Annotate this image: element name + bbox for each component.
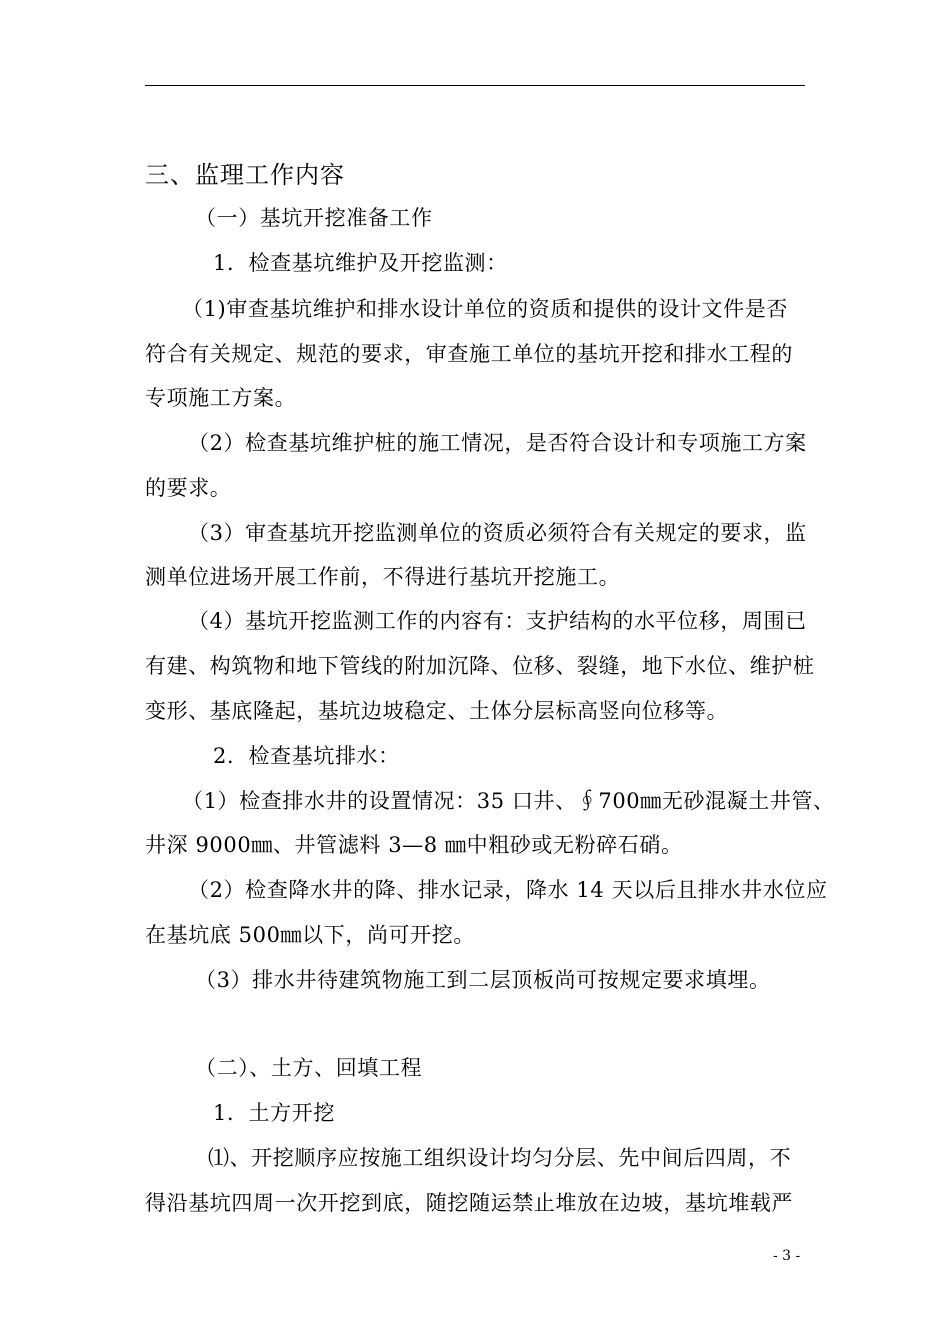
paragraph-line: 变形、基底隆起，基坑边坡稳定、土体分层标高竖向位移等。 [145, 699, 729, 723]
item-2-heading: 2．检查基坑排水： [213, 744, 400, 768]
paragraph-line: 井深 9000㎜、井管滤料 3—8 ㎜中粗砂或无粉碎石硝。 [145, 833, 683, 857]
paragraph-line: 有建、构筑物和地下管线的附加沉降、位移、裂缝，地下水位、维护桩 [145, 654, 815, 678]
paragraph-line: （2）检查降水井的降、排水记录，降水 14 天以后且排水井水位应 [188, 878, 828, 902]
section-title: 三、监理工作内容 [145, 161, 345, 189]
item-1-heading: 1．检查基坑维护及开挖监测： [213, 251, 508, 275]
paragraph-line: ⑴、开挖顺序应按施工组织设计均匀分层、先中间后四周，不 [208, 1146, 792, 1170]
paragraph-line: （2）检查基坑维护桩的施工情况，是否符合设计和专项施工方案 [188, 431, 807, 455]
page-number: - 3 - [773, 1248, 801, 1264]
header-rule [145, 85, 805, 86]
paragraph-line: （1)审查基坑维护和排水设计单位的资质和提供的设计文件是否 [182, 297, 788, 321]
paragraph-line: 符合有关规定、规范的要求，审查施工单位的基坑开挖和排水工程的 [145, 342, 793, 366]
earthwork-heading: 1．土方开挖 [213, 1101, 335, 1125]
paragraph-line: （3）审查基坑开挖监测单位的资质必须符合有关规定的要求，监 [188, 521, 807, 545]
paragraph-line: 得沿基坑四周一次开挖到底，随挖随运禁止堆放在边坡，基坑堆载严 [145, 1191, 793, 1215]
paragraph-line: 在基坑底 500㎜以下，尚可开挖。 [145, 923, 475, 947]
subsection-heading-2: （二）、土方、回填工程 [195, 1056, 423, 1080]
paragraph-line: （4）基坑开挖监测工作的内容有：支护结构的水平位移，周围已 [188, 609, 807, 633]
paragraph-line: （3）排水井待建筑物施工到二层顶板尚可按规定要求填埋。 [195, 968, 771, 992]
paragraph-line: 的要求。 [145, 476, 232, 500]
paragraph-line: 专项施工方案。 [145, 386, 297, 410]
paragraph-line: 测单位进场开展工作前，不得进行基坑开挖施工。 [145, 565, 621, 589]
paragraph-line: （1）检查排水井的设置情况：35 口井、∮700㎜无砂混凝土井管、 [182, 789, 835, 813]
subsection-heading-1: （一）基坑开挖准备工作 [195, 206, 433, 230]
